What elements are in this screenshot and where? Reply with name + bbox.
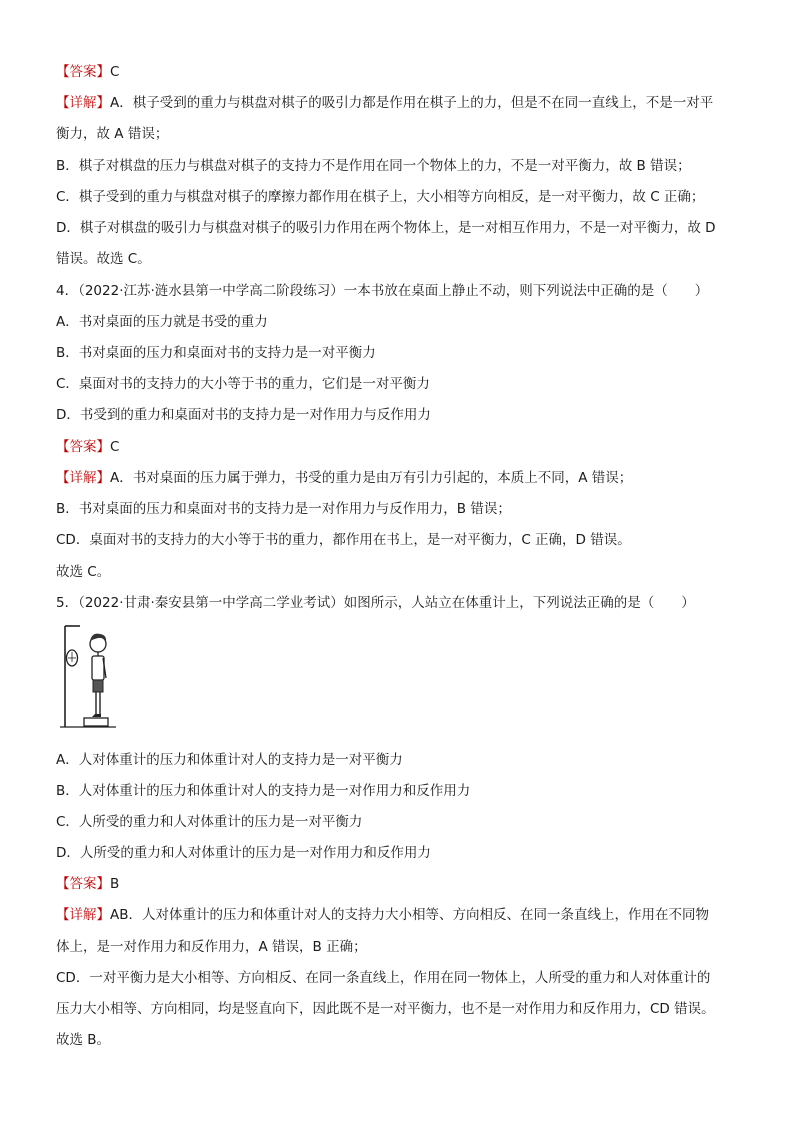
q5-option-a: A．人对体重计的压力和体重计对人的支持力是一对平衡力: [56, 752, 403, 768]
q5-answer-line: [56, 874, 119, 894]
answer-value: B: [110, 876, 120, 892]
q3-detail-line-2: 衡力，故 A 错误；: [56, 126, 169, 142]
answer-value: C: [110, 439, 120, 455]
q5-stem: 5．（2022·甘肃·秦安县第一中学高二学业考试）如图所示，人站立在体重计上，下列说法正确的是（ ）: [56, 595, 695, 611]
q4-answer-line: [56, 437, 119, 457]
q4-detail-line-4: 故选 C。: [56, 564, 111, 580]
detail-text: A．棋子受到的重力与棋盘对棋子的吸引力都是作用在棋子上的力，但是不在同一直线上，不是一对平: [110, 95, 714, 111]
q5-detail-line-5: 故选 B。: [56, 1032, 111, 1048]
q5-option-c: C．人所受的重力和人对体重计的压力是一对平衡力: [56, 814, 363, 830]
answer-tag: 【答案】: [56, 64, 110, 80]
q5-detail-line-3: CD．一对平衡力是大小相等、方向相反、在同一条直线上，作用在同一物体上，人所受的重力和人对体重计的: [56, 970, 711, 986]
q4-detail-line-3: CD．桌面对书的支持力的大小等于书的重力，都作用在书上，是一对平衡力，C 正确，D 错误。: [56, 532, 631, 548]
q4-option-d: D．书受到的重力和桌面对书的支持力是一对作用力与反作用力: [56, 407, 431, 423]
detail-text: AB．人对体重计的压力和体重计对人的支持力大小相等、方向相反、在同一条直线上，作用在不同物: [110, 907, 709, 923]
q3-detail-line-6: 错误。故选 C。: [56, 251, 151, 267]
detail-tag: 【详解】: [56, 907, 110, 923]
answer-tag: 【答案】: [56, 876, 110, 892]
detail-tag: 【详解】: [56, 95, 110, 111]
answer-tag: 【答案】: [56, 439, 110, 455]
scale-platform: [84, 718, 108, 726]
q5-option-d: D．人所受的重力和人对体重计的压力是一对作用力和反作用力: [56, 845, 431, 861]
q3-detail-line-5: D．棋子对棋盘的吸引力与棋盘对棋子的吸引力作用在两个物体上，是一对相互作用力，不是一对平衡力，故 D: [56, 220, 716, 236]
q5-option-b: B．人对体重计的压力和体重计对人的支持力是一对作用力和反作用力: [56, 783, 471, 799]
q5-detail-line-1: [56, 905, 709, 925]
person-on-scale-figure: [58, 622, 120, 732]
q3-answer-line: [56, 62, 119, 82]
person-foot: [92, 714, 101, 717]
q4-option-a: A．书对桌面的压力就是书受的重力: [56, 314, 268, 330]
q3-detail-line-4: C．棋子受到的重力与棋盘对棋子的摩擦力都作用在棋子上，大小相等方向相反，是一对平衡力，故 C 正确；: [56, 189, 705, 205]
q4-option-b: B．书对桌面的压力和桌面对书的支持力是一对平衡力: [56, 345, 376, 361]
q3-detail-line-1: [56, 93, 713, 113]
answer-value: C: [110, 64, 120, 80]
q5-detail-line-4: 压力大小相等、方向相同，均是竖直向下，因此既不是一对平衡力，也不是一对作用力和反作用力，CD 错误。: [56, 1001, 715, 1017]
q4-stem: 4．（2022·江苏·涟水县第一中学高二阶段练习）一本书放在桌面上静止不动，则下列说法中正确的是（ ）: [56, 283, 709, 299]
person-shorts: [93, 680, 103, 692]
q4-detail-line-1: [56, 468, 632, 488]
q4-detail-line-2: B．书对桌面的压力和桌面对书的支持力是一对作用力与反作用力，B 错误；: [56, 501, 511, 517]
q5-detail-line-2: 体上，是一对作用力和反作用力，A 错误，B 正确；: [56, 939, 367, 955]
detail-text: A．书对桌面的压力属于弹力，书受的重力是由万有引力引起的，本质上不同，A 错误；: [110, 470, 633, 486]
q3-detail-line-3: B．棋子对棋盘的压力与棋盘对棋子的支持力不是作用在同一个物体上的力，不是一对平衡力，故 B 错误；: [56, 158, 691, 174]
q4-option-c: C．桌面对书的支持力的大小等于书的重力，它们是一对平衡力: [56, 376, 430, 392]
person-torso: [92, 656, 104, 680]
detail-tag: 【详解】: [56, 470, 110, 486]
